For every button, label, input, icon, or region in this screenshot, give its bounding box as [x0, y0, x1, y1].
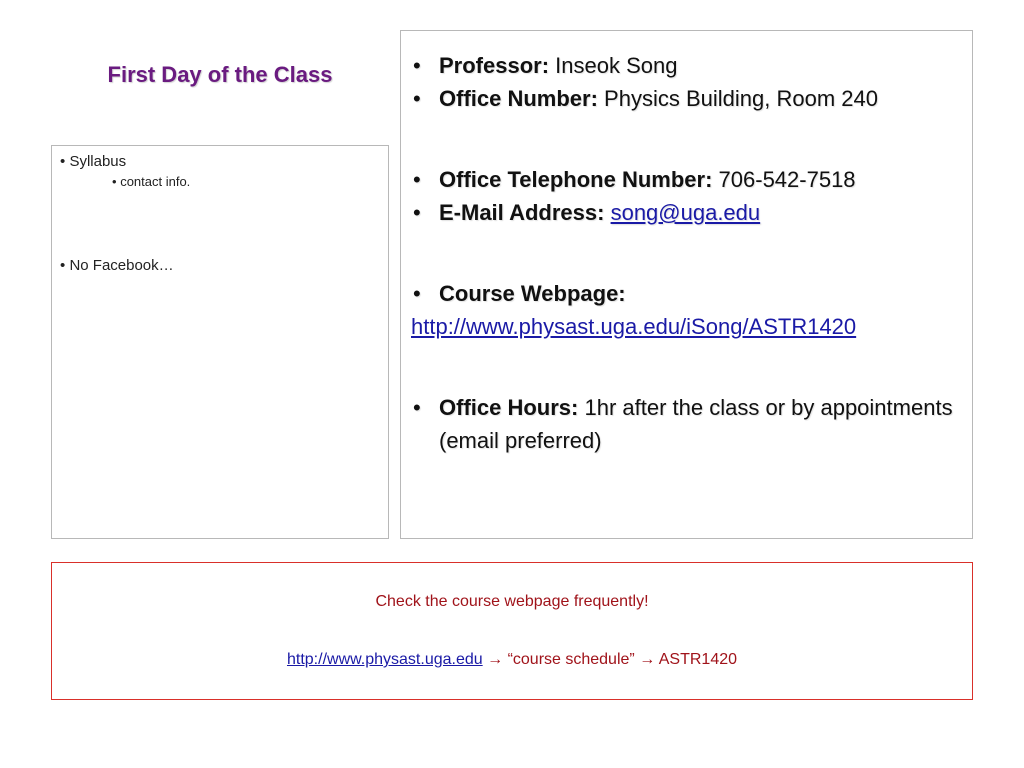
course-webpage-url-row	[411, 310, 962, 343]
bullet: •	[413, 200, 421, 225]
arrow-right-icon: →	[639, 651, 656, 668]
list-item-facebook	[60, 256, 380, 276]
office-number-value: Physics Building, Room 240	[604, 86, 878, 111]
bullet: •	[413, 53, 421, 78]
office-hours-value: 1hr after the class or by appointments (email preferred)	[439, 395, 953, 453]
right-panel	[400, 30, 973, 539]
sublist-item-contact	[112, 172, 380, 192]
bullet: •	[60, 257, 66, 274]
physast-link[interactable]: http://www.physast.uga.edu	[286, 651, 483, 668]
bullet: •	[413, 395, 421, 420]
notice-panel	[51, 562, 973, 700]
notice-text: Check the course webpage frequently!	[375, 593, 649, 610]
notice-navigation	[52, 651, 972, 669]
office-number-label: Office Number:	[439, 86, 598, 111]
office-phone-row	[411, 163, 962, 196]
bullet: •	[413, 281, 421, 306]
professor-label: Professor:	[439, 53, 550, 78]
left-panel	[51, 145, 389, 539]
course-webpage-link[interactable]: http://www.physast.uga.edu/iSong/ASTR1420	[411, 314, 857, 339]
arrow-right-icon: →	[487, 651, 504, 668]
bullet: •	[60, 153, 66, 170]
office-hours-row	[411, 391, 962, 457]
nav-step-course-schedule: “course schedule”	[507, 651, 635, 668]
sublist-item-label: contact info.	[120, 174, 191, 189]
bullet: •	[413, 86, 421, 111]
bullet: •	[112, 174, 117, 189]
course-webpage-label: Course Webpage:	[439, 281, 626, 306]
slide-title: First Day of the Class	[107, 62, 333, 87]
email-link[interactable]: song@uga.edu	[610, 200, 761, 225]
office-hours-label: Office Hours:	[439, 395, 579, 420]
office-phone-value: 706-542-7518	[718, 167, 856, 192]
list-item-syllabus	[60, 152, 380, 172]
nav-step-astr1420: ASTR1420	[658, 651, 738, 668]
office-phone-label: Office Telephone Number:	[439, 167, 713, 192]
list-item-label: No Facebook…	[69, 257, 174, 274]
office-number-row	[411, 82, 962, 115]
course-webpage-row	[411, 277, 962, 310]
professor-row	[411, 49, 962, 82]
bullet: •	[413, 167, 421, 192]
email-label: E-Mail Address:	[439, 200, 605, 225]
email-row	[411, 196, 962, 229]
professor-value: Inseok Song	[555, 53, 678, 78]
list-item-label: Syllabus	[69, 153, 127, 170]
